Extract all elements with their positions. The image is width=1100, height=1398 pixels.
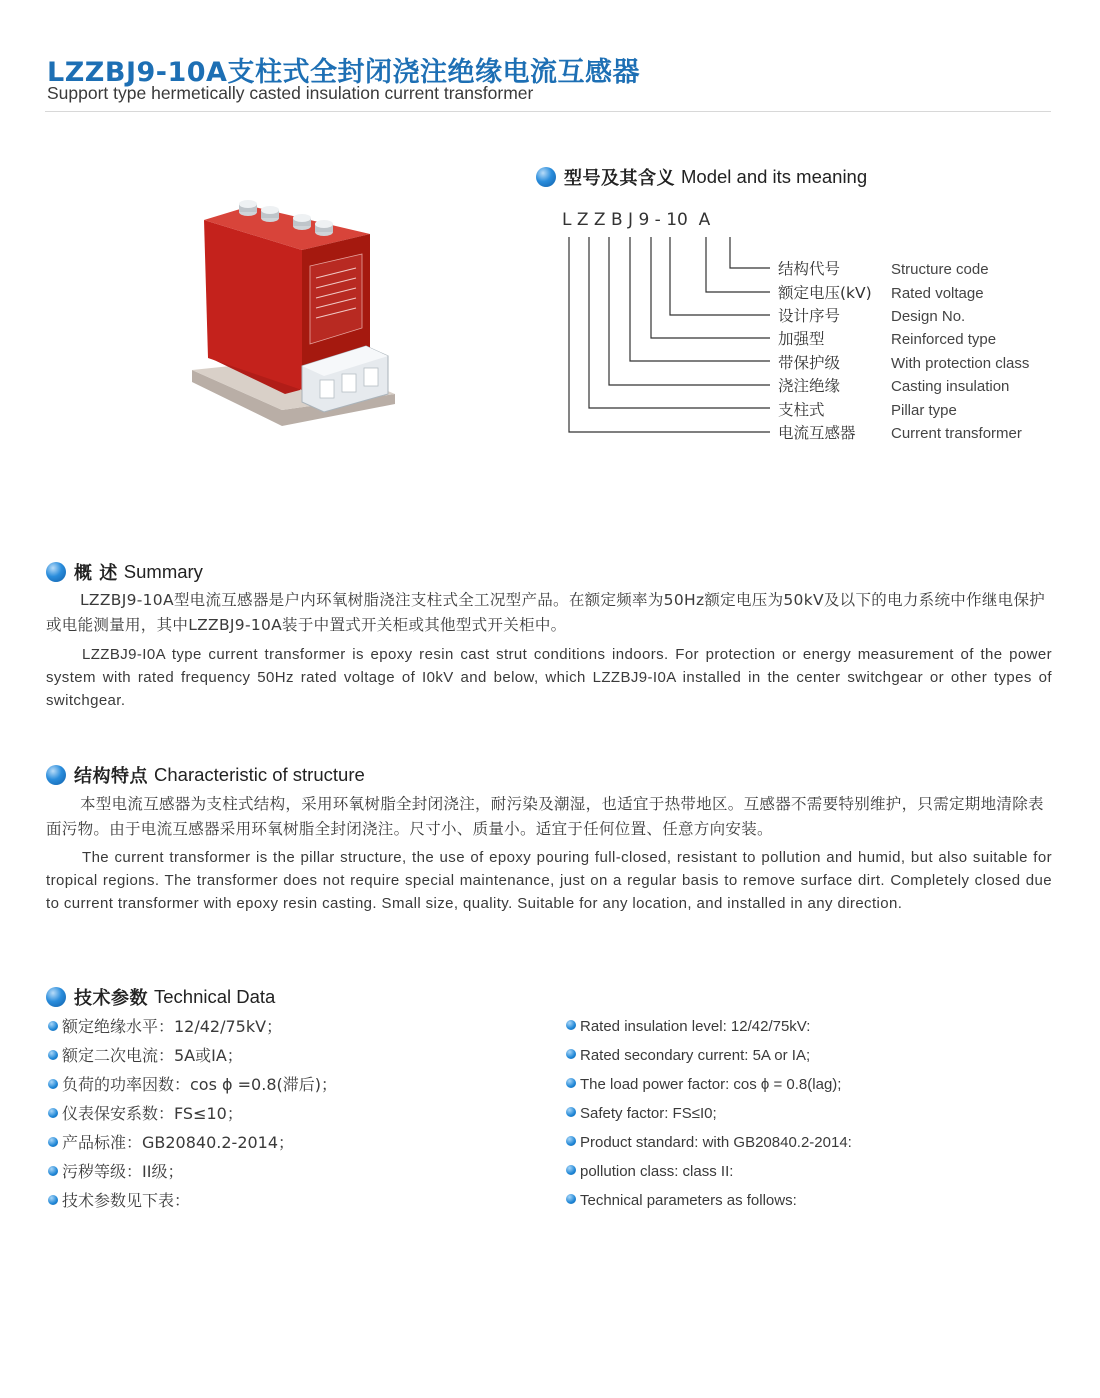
summary-heading-zh: 概 述	[74, 563, 118, 584]
model-heading-zh: 型号及其含义	[564, 168, 675, 189]
list-item	[566, 1128, 852, 1157]
list-item	[48, 1186, 337, 1215]
list-item	[566, 1070, 852, 1099]
list-item-text: Product standard: with GB20840.2-2014:	[580, 1134, 852, 1151]
blue-dot-icon	[48, 1137, 58, 1147]
structure-heading-zh: 结构特点	[74, 766, 148, 787]
blue-dot-icon	[566, 1194, 576, 1204]
model-breakdown-lines	[560, 230, 790, 440]
blue-dot-icon	[48, 1021, 58, 1031]
structure-text-zh: 本型电流互感器为支柱式结构，采用环氧树脂全封闭浇注，耐污染及潮湿，也适宜于热带地区。互感器不需要特别维护，只需定期地清除表面污物。由于电流互感器采用环氧树脂全封闭浇注。尺寸小、质量小。适宜于任何位置、任意方向安装。	[46, 795, 1044, 838]
list-item	[566, 1157, 852, 1186]
blue-dot-icon	[566, 1165, 576, 1175]
model-row-zh: 带保护级	[778, 354, 841, 372]
blue-dot-icon	[566, 1020, 576, 1030]
page-subtitle: Support type hermetically casted insulation current transformer	[47, 83, 534, 103]
blue-dot-icon	[48, 1166, 58, 1176]
technical-heading-zh: 技术参数	[74, 988, 148, 1009]
model-row-en: Casting insulation	[891, 378, 1010, 395]
model-row-en: Reinforced type	[891, 331, 997, 348]
list-item	[566, 1186, 852, 1215]
list-item	[48, 1041, 337, 1070]
list-item-text: 污秽等级：II级；	[62, 1162, 184, 1181]
blue-dot-icon	[48, 1108, 58, 1118]
list-item-text: pollution class: class II:	[580, 1163, 734, 1180]
model-row-zh: 额定电压(kV)	[778, 284, 872, 302]
blue-dot-icon	[48, 1050, 58, 1060]
list-item-text: 额定绝缘水平：12/42/75kV；	[62, 1017, 283, 1036]
model-heading-en: Model and its meaning	[681, 166, 868, 187]
model-row	[778, 398, 957, 420]
model-row-en: Current transformer	[891, 425, 1022, 442]
page-title: LZZBJ9-10A支柱式全封闭浇注绝缘电流互感器	[47, 57, 640, 88]
technical-list-en	[566, 1012, 852, 1215]
model-row	[778, 374, 1009, 396]
blue-sphere-bullet-icon	[46, 987, 66, 1007]
list-item	[566, 1099, 852, 1128]
model-row-en: Rated voltage	[891, 285, 984, 302]
model-row	[778, 304, 965, 326]
list-item	[48, 1157, 337, 1186]
header-divider	[45, 111, 1051, 112]
list-item-text: Rated secondary current: 5A or IA;	[580, 1047, 811, 1064]
model-row-zh: 加强型	[778, 330, 825, 348]
model-row	[778, 257, 989, 279]
technical-section-heading	[46, 984, 275, 1010]
summary-heading-en: Summary	[123, 561, 203, 582]
blue-dot-icon	[566, 1107, 576, 1117]
model-row-zh: 浇注绝缘	[778, 377, 841, 395]
model-row-en: With protection class	[891, 355, 1030, 372]
list-item	[566, 1012, 852, 1041]
model-row-zh: 设计序号	[778, 307, 841, 325]
model-row	[778, 421, 1022, 443]
blue-sphere-bullet-icon	[46, 765, 66, 785]
model-row-en: Structure code	[891, 261, 989, 278]
model-section-heading	[536, 164, 867, 190]
list-item	[48, 1128, 337, 1157]
model-row-en: Pillar type	[891, 402, 957, 419]
list-item-text: Safety factor: FS≤I0;	[580, 1105, 717, 1122]
model-row-en: Design No.	[891, 308, 966, 325]
structure-heading-en: Characteristic of structure	[154, 764, 365, 785]
technical-list-zh	[48, 1012, 337, 1215]
model-row	[778, 327, 996, 349]
technical-heading-en: Technical Data	[154, 986, 276, 1007]
blue-dot-icon	[566, 1049, 576, 1059]
list-item	[48, 1099, 337, 1128]
list-item-text: 额定二次电流：5A或IA；	[62, 1046, 243, 1065]
structure-section-heading	[46, 762, 365, 788]
model-row	[778, 281, 984, 303]
summary-text-en: LZZBJ9-I0A type current transformer is epoxy resin cast strut conditions indoors. For protection or energy measurement of the power system with rated frequency 50Hz rated voltage of I0kV and below, which LZZBJ9-I0A installed in the center switchgear or other types of switchgear.	[46, 646, 1052, 709]
structure-text-en: The current transformer is the pillar structure, the use of epoxy pouring full-closed, resistant to pollution and humid, but also suitable for tropical regions. The transformer does not require special maintenance, just on a regular basis to remove surface dirt. Completely closed due to current transformer with epoxy resin casting. Small size, quality. Suitable for any location, and installed in any direction.	[46, 849, 1052, 912]
list-item-text: Technical parameters as follows:	[580, 1192, 797, 1209]
list-item-text: 负荷的功率因数：cos ϕ =0.8(滞后)；	[62, 1075, 337, 1094]
blue-dot-icon	[566, 1078, 576, 1088]
blue-dot-icon	[48, 1079, 58, 1089]
product-image	[190, 198, 400, 438]
model-row-zh: 电流互感器	[778, 424, 856, 442]
blue-dot-icon	[48, 1195, 58, 1205]
summary-section-heading	[46, 559, 203, 585]
list-item	[48, 1070, 337, 1099]
model-row-zh: 支柱式	[778, 401, 825, 419]
list-item-text: Rated insulation level: 12/42/75kV:	[580, 1018, 811, 1035]
model-row-zh: 结构代号	[778, 260, 841, 278]
blue-sphere-bullet-icon	[536, 167, 556, 187]
model-code: L Z Z B J 9 - 10 A	[562, 210, 711, 230]
model-row	[778, 351, 1029, 373]
list-item-text: 产品标准：GB20840.2-2014；	[62, 1133, 295, 1152]
list-item-text: The load power factor: cos ϕ = 0.8(lag);	[580, 1076, 842, 1093]
current-transformer-illustration	[190, 198, 400, 438]
blue-dot-icon	[566, 1136, 576, 1146]
list-item-text: 技术参数见下表：	[62, 1191, 191, 1210]
summary-text-zh: LZZBJ9-10A型电流互感器是户内环氧树脂浇注支柱式全工况型产品。在额定频率为50Hz额定电压为50kV及以下的电力系统中作继电保护或电能测量用，其中LZZBJ9-10A装于中置式开关柜或其他型式开关柜中。	[46, 591, 1046, 634]
list-item-text: 仪表保安系数：FS≤10；	[62, 1104, 243, 1123]
blue-sphere-bullet-icon	[46, 562, 66, 582]
list-item	[48, 1012, 337, 1041]
list-item	[566, 1041, 852, 1070]
